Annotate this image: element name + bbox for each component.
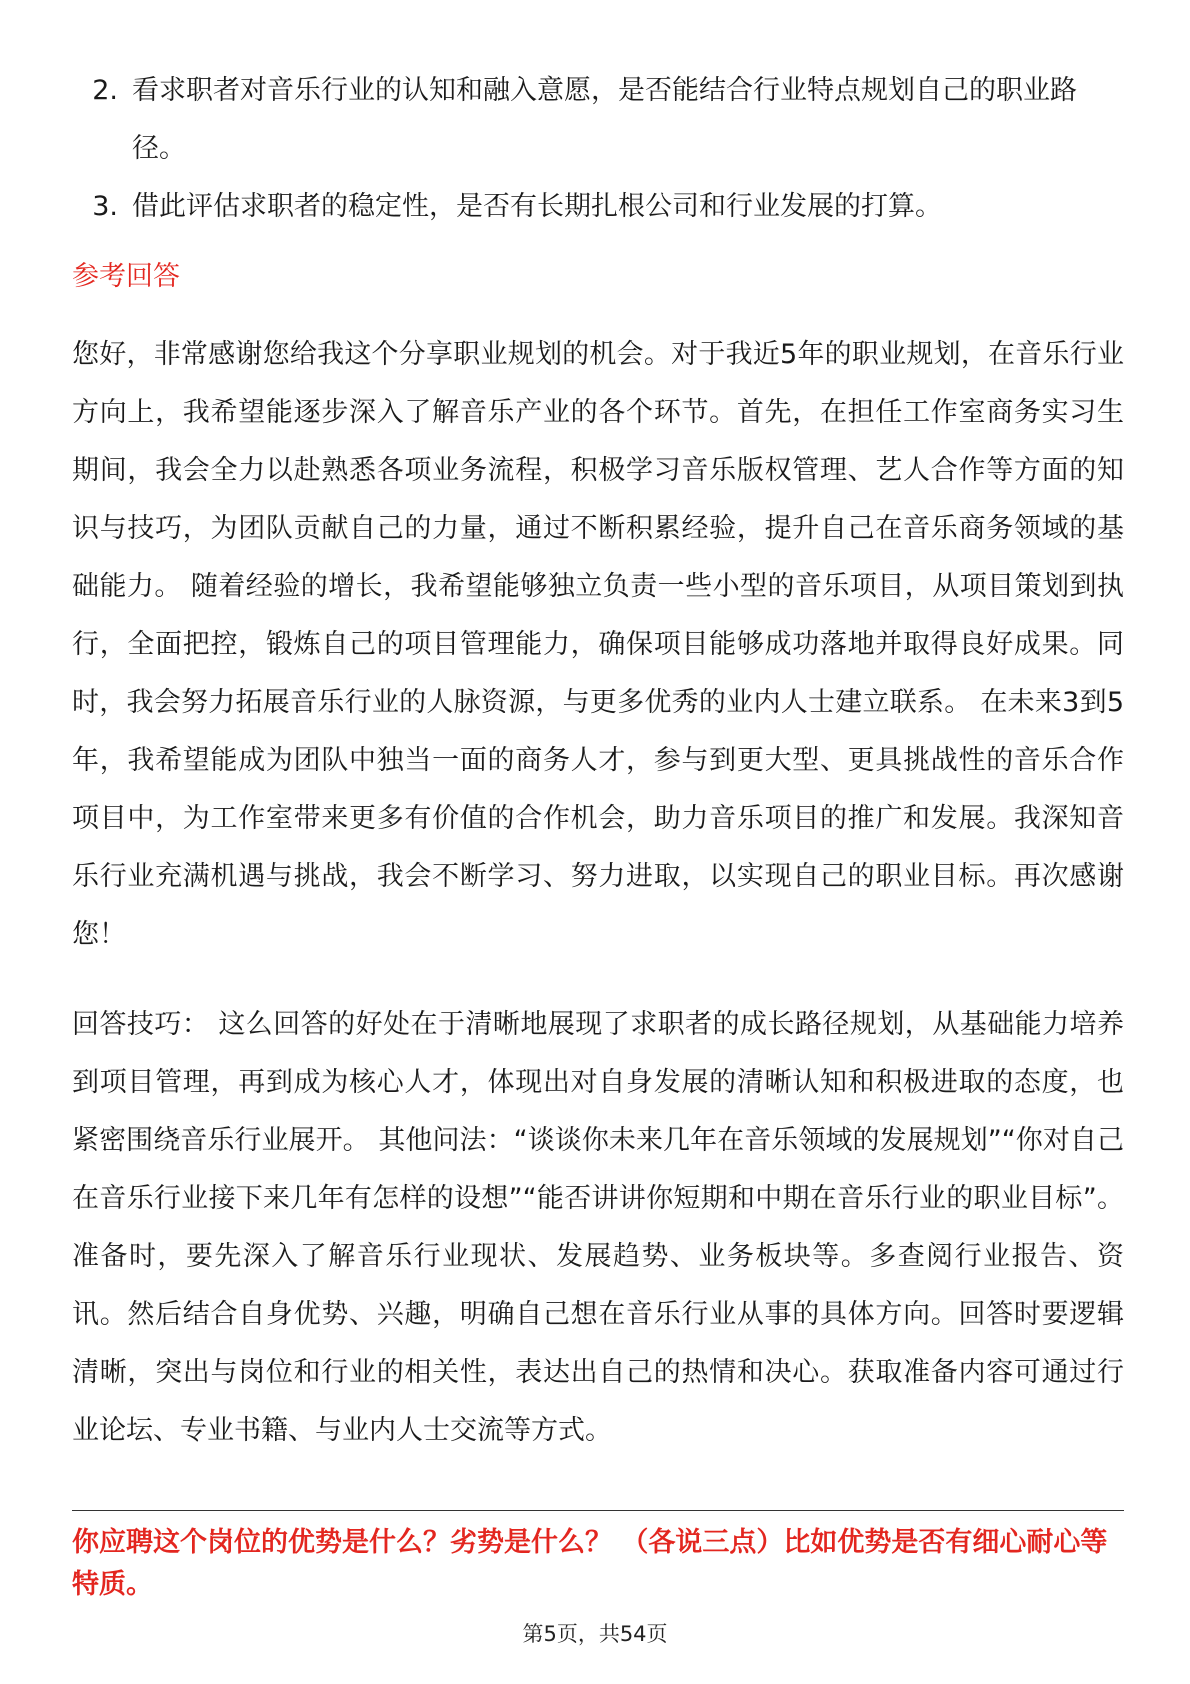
list-item [72, 178, 1124, 236]
page-content [72, 62, 1124, 1460]
section-divider [72, 1510, 1124, 1511]
reference-answer-heading: 参考回答 [72, 261, 180, 292]
answer-paragraph: 您好，非常感谢您给我这个分享职业规划的机会。对于我近5年的职业规划，在音乐行业方向上，我希望能逐步深入了解音乐产业的各个环节。首先，在担任工作室商务实习生期间，我会全力以赴熟悉各项业务流程，积极学习音乐版权管理、艺人合作等方面的知识与技巧，为团队贡献自己的力量，通过不断积累经验，提升自己在音乐商务领域的基础能力。 随着经验的增长，我希望能够独立负责一些小型的音乐项目，从项目策划到执行，全面把控，锻炼自己的项目管理能力，确保项目能够成功落地并取得良好成果。同时，我会努力拓展音乐行业的人脉资源，与更多优秀的业内人士建立联系。 在未来3到5年，我希望能成为团队中独当一面的商务人才，参与到更大型、更具挑战性的音乐合作项目中，为工作室带来更多有价值的合作机会，助力音乐项目的推广和发展。我深知音乐行业充满机遇与挑战，我会不断学习、努力进取，以实现自己的职业目标。再次感谢您！ [72, 339, 1124, 950]
list-number: 3. [92, 191, 118, 222]
list-item [72, 62, 1124, 178]
page-number-footer: 第5页，共54页 [522, 1622, 668, 1646]
list-text: 借此评估求职者的稳定性，是否有长期扎根公司和行业发展的打算。 [132, 191, 942, 222]
list-text: 看求职者对音乐行业的认知和融入意愿，是否能结合行业特点规划自己的职业路径。 [132, 75, 1077, 164]
next-question-heading: 你应聘这个岗位的优势是什么？劣势是什么？ （各说三点）比如优势是否有细心耐心等特质。 [72, 1527, 1108, 1600]
list-number: 2. [92, 75, 118, 106]
tips-paragraph: 回答技巧： 这么回答的好处在于清晰地展现了求职者的成长路径规划，从基础能力培养到项目管理，再到成为核心人才，体现出对自身发展的清晰认知和积极进取的态度，也紧密围绕音乐行业展开。 其他问法：“谈谈你未来几年在音乐领域的发展规划”“你对自己在音乐行业接下来几年有怎样的设想”“能否讲讲你短期和中期在音乐行业的职业目标”。 准备时，要先深入了解音乐行业现状、发展趋势、业务板块等。多查阅行业报告、资讯。然后结合自身优势、兴趣，明确自己想在音乐行业从事的具体方向。回答时要逻辑清晰，突出与岗位和行业的相关性，表达出自己的热情和决心。获取准备内容可通过行业论坛、专业书籍、与业内人士交流等方式。 [72, 1009, 1124, 1446]
